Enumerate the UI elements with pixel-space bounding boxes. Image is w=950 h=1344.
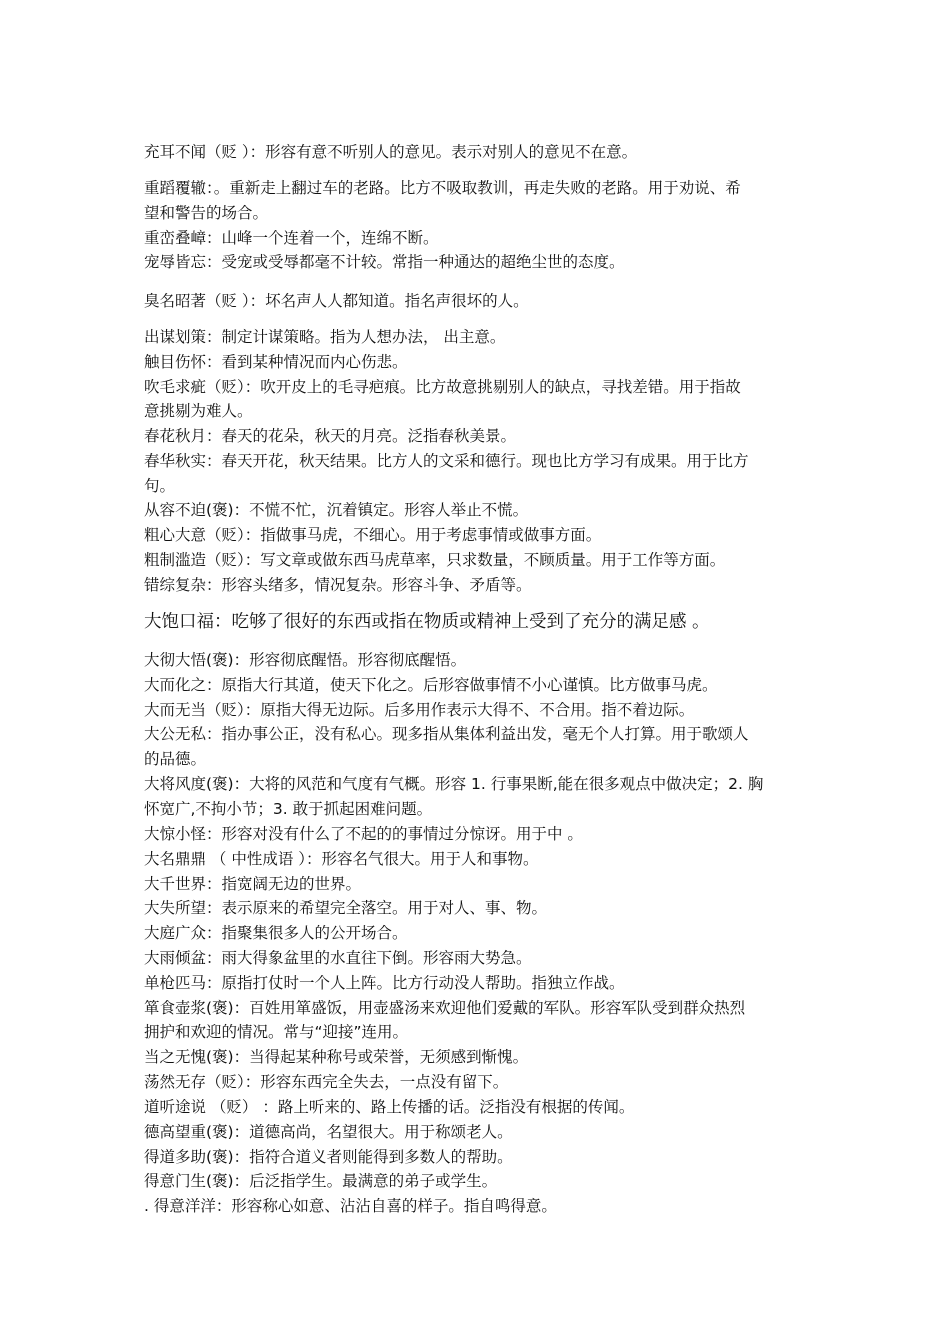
entry-line: 大失所望：表示原来的希望完全落空。用于对人、事、物。: [144, 899, 548, 917]
entry-line: 大公无私：指办事公正，没有私心。现多指从集体利益出发，毫无个人打算。用于歌颂人: [144, 725, 749, 743]
entry-line: 从容不迫(褒)：不慌不忙，沉着镇定。形容人举止不慌。: [144, 501, 529, 519]
entry-line: 大彻大悟(褒)：形容彻底醒悟。形容彻底醒悟。: [144, 651, 467, 669]
entry-line: 拥护和欢迎的情况。常与“迎接”连用。: [144, 1023, 409, 1041]
entry-line: 错综复杂：形容头绪多，情况复杂。形容斗争、矛盾等。: [144, 576, 532, 594]
entry-line: 春花秋月：春天的花朵，秋天的月亮。泛指春秋美景。: [144, 427, 517, 445]
entry-line: 充耳不闻（贬 ）：形容有意不听别人的意见。表示对别人的意见不在意。: [144, 143, 638, 161]
entry-line: 出谋划策：制定计谋策略。指为人想办法， 出主意。: [144, 328, 506, 346]
entry-line: 大庭广众：指聚集很多人的公开场合。: [144, 924, 408, 942]
entry-line: 吹毛求疵（贬）：吹开皮上的毛寻疤痕。比方故意挑剔别人的缺点，寻找差错。用于指故: [144, 378, 741, 396]
entry-line: . 得意洋洋：形容称心如意、沾沾自喜的样子。指自鸣得意。: [144, 1197, 557, 1215]
entry-line: 句。: [144, 477, 176, 495]
entry-line: 的品德。: [144, 750, 207, 768]
entry-line: 大名鼎鼎 （ 中性成语 ）：形容名气很大。用于人和事物。: [144, 850, 539, 868]
entry-line: 单枪匹马：原指打仗时一个人上阵。比方行动没人帮助。指独立作战。: [144, 974, 625, 992]
entry-line: 大雨倾盆：雨大得象盆里的水直往下倒。形容雨大势急。: [144, 949, 532, 967]
entry-line: 大而化之：原指大行其道，使天下化之。后形容做事情不小心谨慎。比方做事马虎。: [144, 676, 718, 694]
entry-line: 重峦叠嶂：山峰一个连着一个，连绵不断。: [144, 229, 439, 247]
entry-line: 粗心大意（贬）：指做事马虎，不细心。用于考虑事情或做事方面。: [144, 526, 602, 544]
entry-line: 粗制滥造（贬）：写文章或做东西马虎草率，只求数量，不顾质量。用于工作等方面。: [144, 551, 726, 569]
entry-line: 大千世界：指宽阔无边的世界。: [144, 875, 362, 893]
entry-line: 望和警告的场合。: [144, 204, 269, 222]
entry-line: 怀宽广,不拘小节；3. 敢于抓起困难问题。: [144, 800, 433, 818]
entry-line: 得道多助(褒)：指符合道义者则能得到多数人的帮助。: [144, 1148, 513, 1166]
entry-line: 意挑剔为难人。: [144, 402, 253, 420]
entry-line: 德高望重(褒)：道德高尚，名望很大。用于称颂老人。: [144, 1123, 513, 1141]
entry-line: 得意门生(褒)：后泛指学生。最满意的弟子或学生。: [144, 1172, 498, 1190]
entry-line: 大惊小怪：形容对没有什么了不起的的事情过分惊讶。用于中 。: [144, 825, 583, 843]
entry-line: 大饱口福：吃够了很好的东西或指在物质或精神上受到了充分的满足感 。: [144, 612, 710, 632]
entry-line: 臭名昭著（贬 ）：坏名声人人都知道。指名声很坏的人。: [144, 292, 529, 310]
entry-line: 箪食壶浆(褒)：百姓用箪盛饭，用壶盛汤来欢迎他们爱戴的军队。形容军队受到群众热烈: [144, 999, 746, 1017]
entry-line: 荡然无存（贬）：形容东西完全失去，一点没有留下。: [144, 1073, 509, 1091]
entry-line: 大而无当（贬）：原指大得无边际。后多用作表示大得不、不合用。指不着边际。: [144, 701, 695, 719]
entry-line: 宠辱皆忘：受宠或受辱都毫不计较。常指一种通达的超绝尘世的态度。: [144, 253, 625, 271]
entry-line: 春华秋实：春天开花，秋天结果。比方人的文采和德行。现也比方学习有成果。用于比方: [144, 452, 749, 470]
entry-line: 大将风度(褒)：大将的风范和气度有气概。形容 1. 行事果断,能在很多观点中做决定；2. 胸: [144, 775, 764, 793]
entry-line: 当之无愧(褒)：当得起某种称号或荣誉，无须感到惭愧。: [144, 1048, 529, 1066]
entry-line: 道听途说 （贬） ：路上听来的、路上传播的话。泛指没有根据的传闻。: [144, 1098, 635, 1116]
entry-line: 触目伤怀：看到某种情况而内心伤悲。: [144, 353, 408, 371]
entry-line: 重蹈覆辙：。重新走上翻过车的老路。比方不吸取教训，再走失败的老路。用于劝说、希: [144, 179, 741, 197]
